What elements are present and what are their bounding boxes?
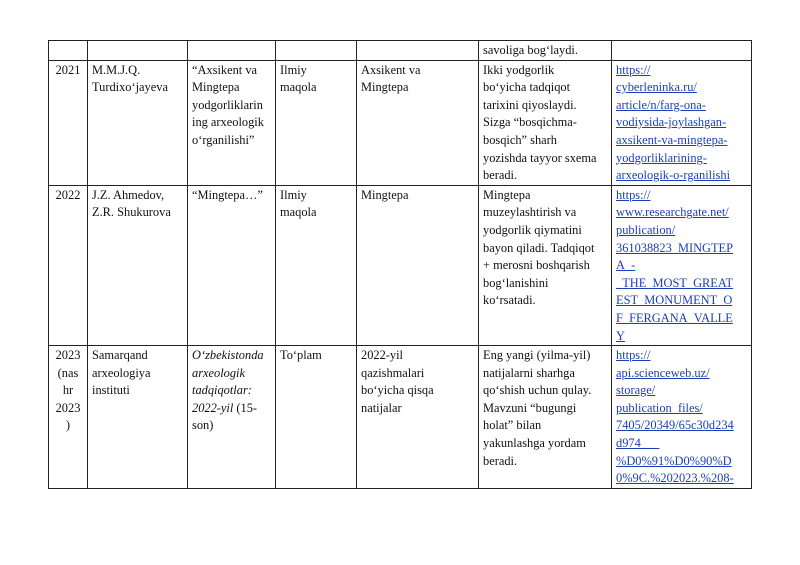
note-cell: savoliga bog‘laydi. bbox=[479, 41, 612, 61]
references-table bbox=[48, 40, 752, 489]
link-cell bbox=[612, 41, 752, 61]
title-rest: (15- son) bbox=[192, 400, 258, 433]
object-cell: 2022-yil qazishmalari bo‘yicha qisqa natijalar bbox=[357, 346, 479, 489]
table-row bbox=[49, 41, 752, 61]
object-cell bbox=[357, 41, 479, 61]
year-cell bbox=[49, 41, 88, 61]
note-cell: Ikki yodgorlik bo‘yicha tadqiqot tarixini qiyoslaydi. Sizga “bosqichma- bosqich” sharh yozishda tayyor sxema beradi. bbox=[479, 60, 612, 185]
year-cell: 2021 bbox=[49, 60, 88, 185]
link-cell bbox=[612, 60, 752, 185]
author-cell: Samarqand arxeologiya instituti bbox=[88, 346, 188, 489]
type-cell: Ilmiy maqola bbox=[276, 60, 357, 185]
link-cell bbox=[612, 185, 752, 345]
type-cell: To‘plam bbox=[276, 346, 357, 489]
table-row bbox=[49, 346, 752, 489]
source-link[interactable]: https:// www.researchgate.net/ publication/ 361038823_MINGTEP A_- _THE_MOST_GREAT EST_MONUMENT_O F_FERGANA_VALLE Y bbox=[616, 187, 734, 343]
title-cell bbox=[188, 346, 276, 489]
title-cell: “Mingtepa…” bbox=[188, 185, 276, 345]
object-cell: Mingtepa bbox=[357, 185, 479, 345]
type-cell bbox=[276, 41, 357, 61]
link-cell bbox=[612, 346, 752, 489]
title-cell bbox=[188, 41, 276, 61]
year-cell: 2023 (nas hr 2023 ) bbox=[49, 346, 88, 489]
table-row bbox=[49, 60, 752, 185]
object-cell: Axsikent va Mingtepa bbox=[357, 60, 479, 185]
author-cell: J.Z. Ahmedov, Z.R. Shukurova bbox=[88, 185, 188, 345]
source-link[interactable]: https:// cyberleninka.ru/ article/n/farg-ona- vodiysida-joylashgan- axsikent-va-mingtepa- yodgorliklarining- arxeologik-o-rganilishi bbox=[616, 62, 731, 183]
table-row bbox=[49, 185, 752, 345]
year-cell: 2022 bbox=[49, 185, 88, 345]
title-cell: “Axsikent va Mingtepa yodgorliklarin ing arxeologik o‘rganilishi” bbox=[188, 60, 276, 185]
author-cell: M.M.J.Q. Turdixo‘jayeva bbox=[88, 60, 188, 185]
author-cell bbox=[88, 41, 188, 61]
note-cell: Eng yangi (yilma-yil) natijalarni sharhga qo‘shish uchun qulay. Mavzuni “bugungi holat” bilan yakunlashga yordam beradi. bbox=[479, 346, 612, 489]
source-link[interactable]: https:// api.scienceweb.uz/ storage/ publication_files/ 7405/20349/65c30d234 d974___ %D0%91%D0%90%D 0%9C.%202023.%208- bbox=[616, 348, 734, 486]
title-italic: O‘zbekistonda arxeologik tadqiqotlar: 2022-yil bbox=[192, 348, 264, 415]
type-cell: Ilmiy maqola bbox=[276, 185, 357, 345]
note-cell: Mingtepa muzeylashtirish va yodgorlik qiymatini bayon qiladi. Tadqiqot + merosni boshqarish bog‘lanishini ko‘rsatadi. bbox=[479, 185, 612, 345]
